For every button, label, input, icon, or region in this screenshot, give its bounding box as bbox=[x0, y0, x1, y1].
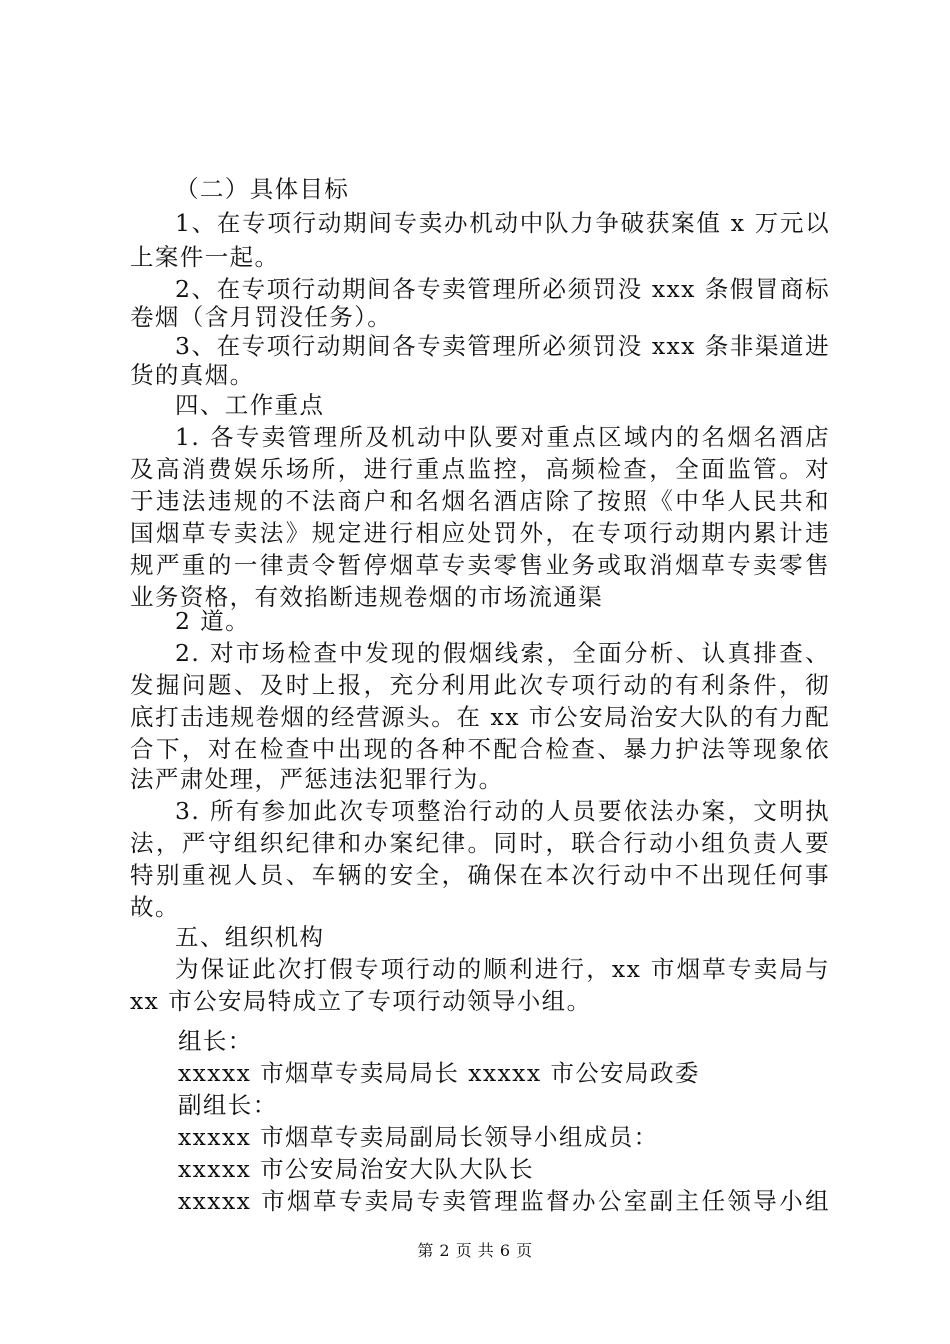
group-member-line: xxxxx 市烟草专卖局专卖管理监督办公室副主任领导小组 bbox=[178, 1187, 830, 1215]
goal-3-line-2: 货的真烟。 bbox=[130, 361, 255, 389]
focus-3-line-2: 法，严守组织纪律和办案纪律。同时，联合行动小组负责人要 bbox=[130, 829, 830, 857]
focus-1-line-7: 2 道。 bbox=[175, 607, 251, 635]
focus-1-line-2: 及高消费娱乐场所，进行重点监控，高频检查，全面监管。对 bbox=[130, 455, 830, 483]
focus-2-line-5: 法严肃处理，严惩违法犯罪行为。 bbox=[130, 765, 504, 793]
focus-2-line-2: 发掘问题、及时上报，充分利用此次专项行动的有利条件，彻 bbox=[130, 671, 830, 699]
group-leader-label: 组长： bbox=[178, 1027, 253, 1055]
focus-2-line-4: 合下，对在检查中出现的各种不配合检查、暴力护法等现象依 bbox=[130, 735, 830, 763]
deputy-leader-line-1: xxxxx 市烟草专卖局副局长领导小组成员： bbox=[178, 1123, 659, 1151]
heading-work-focus: 四、工作重点 bbox=[175, 391, 325, 419]
goal-3-line-1: 3、在专项行动期间各专卖管理所必须罚没 xxx 条非渠道进 bbox=[175, 332, 830, 360]
focus-1-line-5: 规严重的一律责令暂停烟草专卖零售业务或取消烟草专卖零售 bbox=[130, 551, 830, 579]
focus-2-line-3: 底打击违规卷烟的经营源头。在 xx 市公安局治安大队的有力配 bbox=[130, 703, 830, 731]
organization-line-1: 为保证此次打假专项行动的顺利进行，xx 市烟草专卖局与 bbox=[175, 955, 830, 983]
page-footer: 第 2 页 共 6 页 bbox=[417, 1241, 533, 1260]
deputy-leader-line-2: xxxxx 市公安局治安大队大队长 bbox=[178, 1155, 535, 1183]
goal-2-line-2: 卷烟（含月罚没任务）。 bbox=[130, 303, 393, 331]
group-leader-members: xxxxx 市烟草专卖局局长 xxxxx 市公安局政委 bbox=[178, 1059, 700, 1087]
focus-1-line-6: 业务资格，有效掐断违规卷烟的市场流通渠 bbox=[130, 583, 604, 611]
focus-2-line-1: 2. 对市场检查中发现的假烟线索，全面分析、认真排查、 bbox=[175, 639, 830, 667]
heading-organization: 五、组织机构 bbox=[175, 923, 325, 951]
focus-1-line-4: 国烟草专卖法》规定进行相应处罚外，在专项行动期内累计违 bbox=[130, 519, 830, 547]
focus-1-line-3: 于违法违规的不法商户和名烟名酒店除了按照《中华人民共和 bbox=[130, 487, 830, 515]
organization-line-2: xx 市公安局特成立了专项行动领导小组。 bbox=[130, 987, 592, 1015]
focus-3-line-1: 3. 所有参加此次专项整治行动的人员要依法办案，文明执 bbox=[175, 797, 830, 825]
deputy-leader-label: 副组长： bbox=[178, 1091, 278, 1119]
subheading-specific-goals: （二）具体目标 bbox=[175, 175, 350, 203]
focus-3-line-3: 特别重视人员、车辆的安全，确保在本次行动中不出现任何事 bbox=[130, 861, 830, 889]
goal-1-line-2: 上案件一起。 bbox=[130, 243, 280, 271]
goal-2-line-1: 2、在专项行动期间各专卖管理所必须罚没 xxx 条假冒商标 bbox=[175, 275, 830, 303]
goal-1-line-1: 1、在专项行动期间专卖办机动中队力争破获案值 x 万元以 bbox=[175, 209, 830, 237]
focus-1-line-1: 1. 各专卖管理所及机动中队要对重点区域内的名烟名酒店 bbox=[175, 423, 830, 451]
focus-3-line-4: 故。 bbox=[130, 893, 180, 921]
